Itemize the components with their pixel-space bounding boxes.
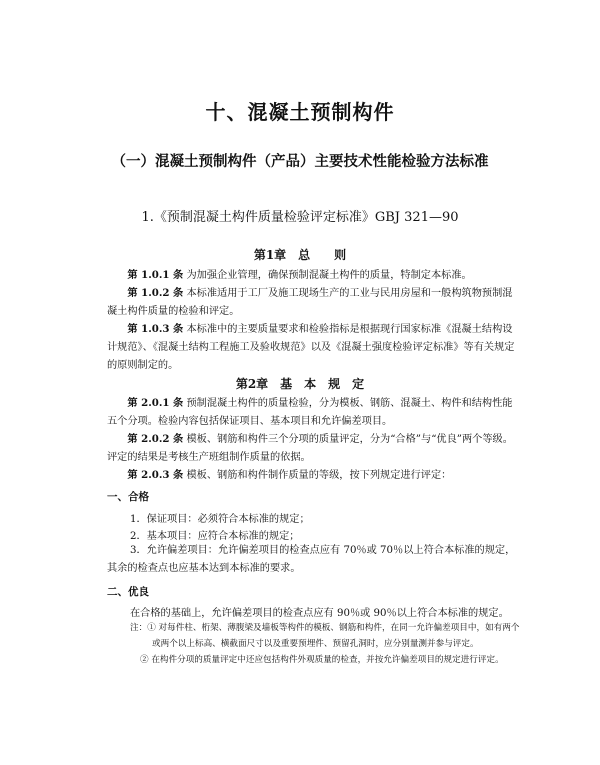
excellent-text: 在合格的基础上，允许偏差项目的检查点应有 90％或 90％以上符合本标准的规定。 xyxy=(130,608,509,619)
clause-1-0-1 xyxy=(107,266,519,285)
chapter-2-heading: 第2章 基 本 规 定 xyxy=(235,377,365,391)
clause-2-0-1 xyxy=(107,394,519,431)
note-line: ② 在构件分项的质量评定中还应包括构件外观质量的检查，并按允许偏差项目的规定进行评定。 xyxy=(140,655,504,665)
clause-1-0-3 xyxy=(107,320,519,375)
clause-text: 模板、钢筋和构件三个分项的质量评定，分为“合格”与“优良”两个等级。评定的结果是考核生产班组制作质量的依据。 xyxy=(107,434,513,463)
section-subtitle: （一）混凝土预制构件（产品）主要技术性能检验方法标准 xyxy=(111,153,489,170)
clause-text: 为加强企业管理，确保预制混凝土构件的质量，特制定本标准。 xyxy=(186,270,472,281)
clause-number: 第 2.0.1 条 xyxy=(127,397,184,409)
note-line: 或两个以上标高、横截面尺寸以及重要预埋件、预留孔洞时，应分别量测并参与评定。 xyxy=(152,639,479,649)
note-line: 注：① 对每件柱、桁架、薄腹梁及墙板等构件的模板、钢筋和构件，在同一允许偏差项目中，如有两个 xyxy=(130,623,520,633)
clause-number: 第 1.0.1 条 xyxy=(127,269,184,281)
clause-number: 第 2.0.2 条 xyxy=(127,433,184,445)
clause-text: 本标准中的主要质量要求和检验指标是根据现行国家标准《混凝土结构设计规范》、《混凝土结构工程施工及验收规范》以及《混凝土强度检验评定标准》等有关规定的原则制定的。 xyxy=(107,324,515,371)
clause-number: 第 1.0.3 条 xyxy=(127,323,184,335)
standard-title: 1.《预制混凝土构件质量检验评定标准》GBJ 321—90 xyxy=(141,210,459,225)
qualified-item: 2．基本项目：应符合本标准的规定； xyxy=(130,531,300,542)
qualified-item: 1．保证项目：必须符合本标准的规定； xyxy=(130,514,310,525)
clause-2-0-2 xyxy=(107,430,519,467)
page-title: 十、混凝土预制构件 xyxy=(205,100,395,124)
clause-text: 预制混凝土构件的质量检验，分为模板、钢筋、混凝土、构件和结构性能五个分项。检验内容包括保证项目、基本项目和允许偏差项目。 xyxy=(107,398,513,427)
clause-number: 第 1.0.2 条 xyxy=(127,287,184,299)
clause-text: 模板、钢筋和构件制作质量的等级，按下列规定进行评定： xyxy=(186,470,452,481)
clause-text: 本标准适用于工厂及施工现场生产的工业与民用房屋和一般构筑物预制混凝土构件质量的检验和评定。 xyxy=(107,288,513,317)
clause-2-0-3 xyxy=(107,466,519,485)
clause-1-0-2 xyxy=(107,284,519,321)
clause-number: 第 2.0.3 条 xyxy=(127,469,184,481)
section-excellent-heading: 二、优良 xyxy=(107,586,149,598)
qualified-item: 3．允许偏差项目：允许偏差项目的检查点应有 70％或 70％以上符合本标准的规定，其余的检查点也应基本达到本标准的要求。 xyxy=(107,545,516,574)
section-qualified-heading: 一、合格 xyxy=(107,491,149,503)
chapter-1-heading: 第1章 总 则 xyxy=(253,248,347,262)
